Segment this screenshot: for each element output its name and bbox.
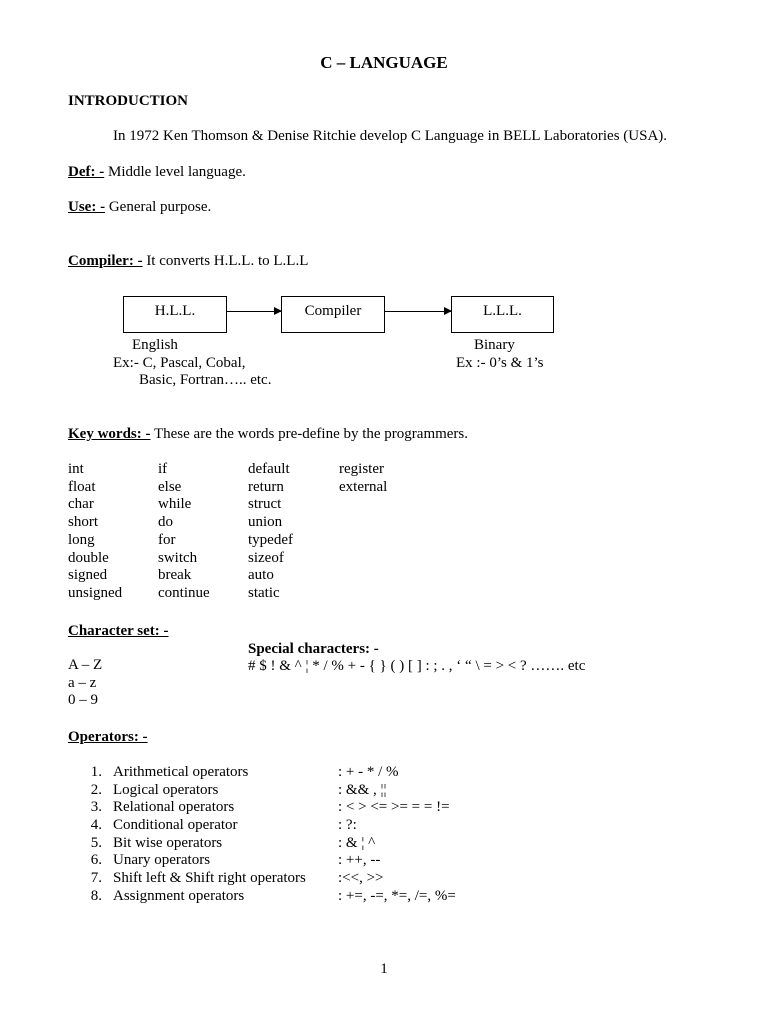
list-item (68, 782, 628, 800)
operator-symbols: : < > <= >= = = != (338, 799, 450, 816)
operator-name: Conditional operator (113, 817, 238, 834)
arrow-hll-to-compiler (227, 311, 281, 312)
charset-range: a – z (68, 674, 97, 691)
keywords-column-2 (158, 461, 210, 603)
arrow-compiler-to-lll (385, 311, 451, 312)
item-number: 7. (90, 870, 102, 887)
keyword: for (158, 531, 176, 548)
item-number: 3. (90, 799, 102, 816)
operator-symbols: : & ¦ ^ (338, 834, 376, 851)
special-chars: # $ ! & ^ ¦ * / % + - { } ( ) [ ] : ; . , ‘ “ \ = > < ? ……. etc (248, 658, 586, 674)
list-item (68, 888, 628, 906)
keywords-label: Key words: - (68, 426, 151, 442)
lll-note-binary: Binary (474, 337, 515, 353)
def-label: Def: - (68, 164, 105, 180)
lll-box-label: L.L.L. (483, 303, 522, 319)
keyword: switch (158, 549, 198, 566)
keyword: char (68, 496, 94, 513)
operator-symbols: : ++, -- (338, 852, 381, 869)
keyword: int (68, 461, 84, 477)
operator-name: Arithmetical operators (113, 764, 249, 780)
charset-label: Character set: - (68, 623, 169, 639)
list-item (68, 764, 628, 782)
operator-symbols: :<<, >> (338, 870, 384, 887)
lll-note-example: Ex :- 0’s & 1’s (456, 355, 544, 371)
keywords-column-1 (68, 461, 122, 603)
item-number: 1. (90, 764, 102, 780)
list-item (68, 799, 628, 817)
keyword: short (68, 514, 98, 531)
item-number: 6. (90, 852, 102, 869)
keywords-text: These are the words pre-define by the programmers. (150, 426, 469, 442)
charset-ranges (68, 657, 102, 710)
compiler-text: It converts H.L.L. to L.L.L (142, 253, 309, 269)
keyword: register (339, 461, 384, 477)
use-label: Use: - (68, 199, 106, 215)
keywords-column-4 (339, 461, 387, 496)
use-text: General purpose. (105, 199, 212, 215)
special-chars-heading: Special characters: - (248, 641, 379, 657)
page-title: C – LANGUAGE (320, 53, 448, 72)
keyword: default (248, 461, 290, 477)
operators-list (68, 764, 628, 906)
item-number: 4. (90, 817, 102, 834)
keyword: long (68, 531, 95, 548)
intro-text: In 1972 Ken Thomson & Denise Ritchie develop C Language in BELL Laboratories (USA). (113, 128, 668, 144)
keyword: continue (158, 584, 210, 601)
hll-note-examples-cont: Basic, Fortran….. etc. (139, 372, 272, 388)
keyword: break (158, 567, 192, 584)
keyword: external (339, 478, 388, 495)
list-item (68, 835, 628, 853)
operator-name: Unary operators (113, 852, 211, 869)
def-line (68, 163, 246, 181)
hll-box (123, 296, 227, 333)
compiler-line (68, 252, 308, 270)
list-item (68, 852, 628, 870)
keyword: while (158, 496, 192, 513)
keyword: sizeof (248, 549, 284, 566)
keyword: auto (248, 567, 274, 584)
charset-range: 0 – 9 (68, 692, 98, 709)
keyword: union (248, 514, 283, 531)
hll-note-english: English (132, 337, 178, 353)
operator-name: Assignment operators (113, 887, 245, 904)
operator-symbols: : && , ¦¦ (338, 781, 387, 798)
list-item (68, 817, 628, 835)
item-number: 2. (90, 781, 102, 798)
operator-symbols: : ?: (338, 817, 357, 834)
operators-label: Operators: - (68, 729, 148, 745)
operator-symbols: : + - * / % (338, 764, 399, 780)
keywords-column-3 (248, 461, 293, 603)
operator-name: Bit wise operators (113, 834, 223, 851)
keyword: typedef (248, 531, 293, 548)
item-number: 5. (90, 834, 102, 851)
charset-range: A – Z (68, 657, 103, 673)
hll-note-examples: Ex:- C, Pascal, Cobal, (113, 355, 246, 371)
compiler-box-label: Compiler (304, 303, 362, 319)
keyword: do (158, 514, 173, 531)
keyword: else (158, 478, 182, 495)
def-text: Middle level language. (104, 164, 246, 180)
keyword: float (68, 478, 96, 495)
item-number: 8. (90, 887, 102, 904)
keyword: signed (68, 567, 108, 584)
use-line (68, 198, 211, 216)
operator-name: Logical operators (113, 781, 219, 798)
page-number: 1 (380, 961, 388, 977)
list-item (68, 870, 628, 888)
keywords-line (68, 425, 468, 443)
compiler-label: Compiler: - (68, 253, 143, 269)
keyword: unsigned (68, 584, 123, 601)
keyword: static (248, 584, 280, 601)
keyword: struct (248, 496, 282, 513)
keyword: if (158, 461, 168, 477)
intro-heading: INTRODUCTION (68, 93, 189, 109)
compiler-box (281, 296, 385, 333)
operator-name: Shift left & Shift right operators (113, 870, 306, 887)
keyword: double (68, 549, 109, 566)
keyword: return (248, 478, 284, 495)
operator-symbols: : +=, -=, *=, /=, %= (338, 887, 456, 904)
lll-box (451, 296, 554, 333)
operator-name: Relational operators (113, 799, 235, 816)
hll-box-label: H.L.L. (154, 303, 196, 319)
